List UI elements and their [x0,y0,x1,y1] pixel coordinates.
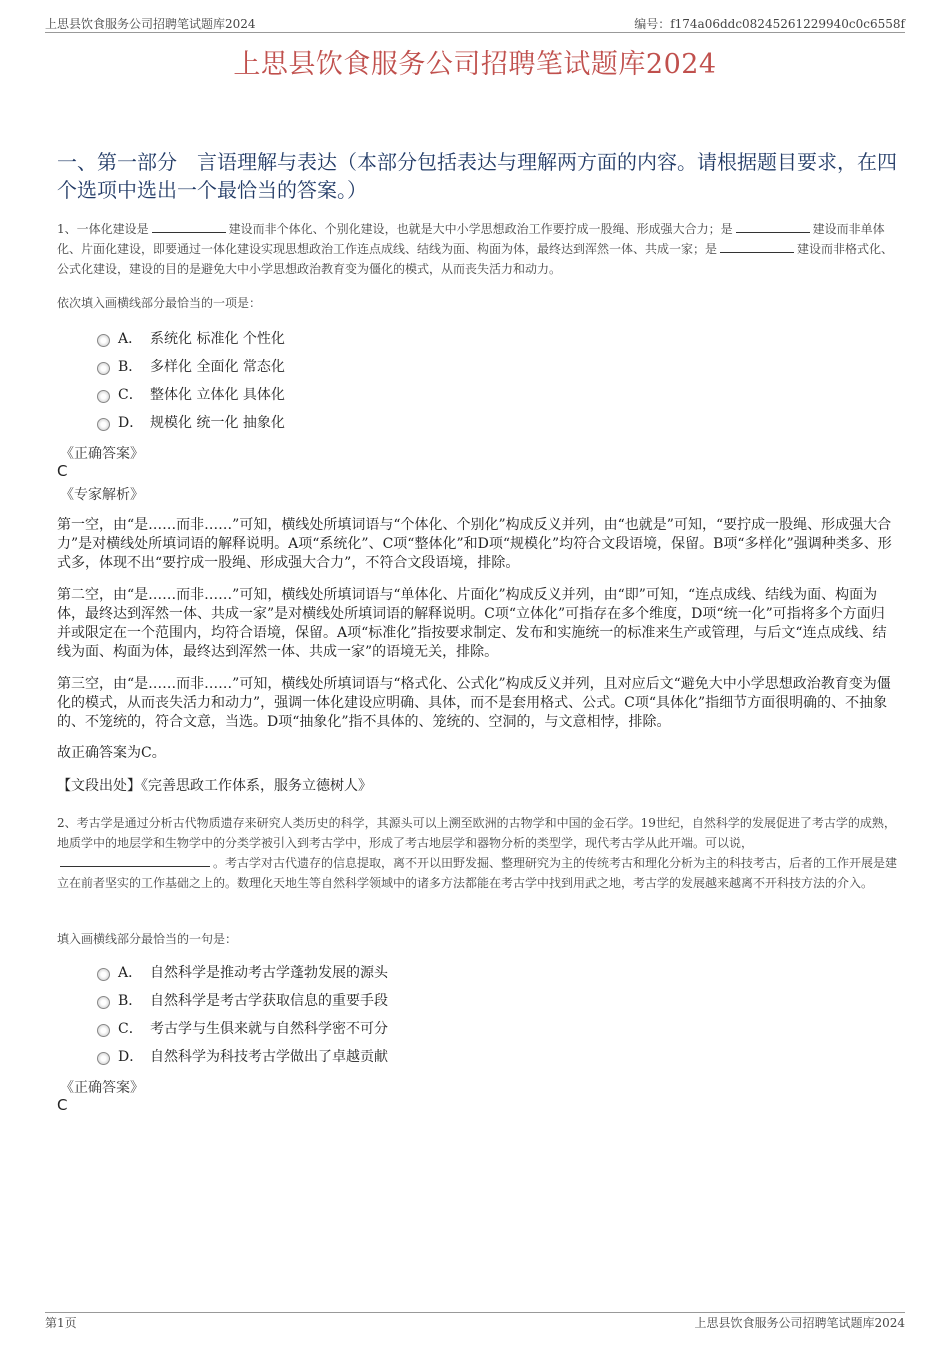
radio-icon[interactable] [97,334,110,347]
analysis-paragraph-2: 第二空，由“是……而非……”可知，横线处所填词语与“单体化、片面化”构成反义并列，由“即”可知，“连点成线、结线为面、构面为体，最终达到浑然一体、共成一家”是对横线处所填词语的解释说明。C项“立体化”可指存在多个维度，D项“统一化”可指将多个方面归并或限定在一个范围内，均符合语境，保留。A项“标准化”指按要求制定、发布和实施统一的标准来生产或管理，与后文“连点成线、结线为面、构面为体，最终达到浑然一体、共成一家”的语境无关，排除。 [57,587,887,660]
blank-line [720,240,794,253]
q1-prompt: 依次填入画横线部分最恰当的一项是： [57,296,262,310]
q1-answer: C [57,462,68,480]
q1-source: 【文段出处】《完善思政工作体系，服务立德树人》 [57,778,372,794]
q2-option-b[interactable]: B． 自然科学是考古学获取信息的重要手段 [97,989,388,1011]
q2-option-a[interactable]: A． 自然科学是推动考古学蓬勃发展的源头 [97,961,388,983]
radio-icon[interactable] [97,968,110,981]
page-footer [45,1312,905,1331]
blank-line [60,854,210,867]
analysis-conclusion: 故正确答案为C。 [57,745,166,761]
radio-icon[interactable] [97,996,110,1009]
page-title: 上思县饮食服务公司招聘笔试题库2024 [233,49,717,80]
radio-icon[interactable] [97,1052,110,1065]
q2-option-c[interactable]: C． 考古学与生俱来就与自然科学密不可分 [97,1017,388,1039]
radio-icon[interactable] [97,418,110,431]
q2-option-d[interactable]: D． 自然科学为科技考古学做出了卓越贡献 [97,1045,388,1067]
blank-line [152,220,226,233]
q1-option-b[interactable]: B． 多样化 全面化 常态化 [97,355,285,377]
q1-option-d[interactable]: D． 规模化 统一化 抽象化 [97,411,285,433]
radio-icon[interactable] [97,390,110,403]
header-left: 上思县饮食服务公司招聘笔试题库2024 [45,17,256,31]
q1-analysis-label: 《专家解析》 [60,487,144,503]
analysis-paragraph-1: 第一空，由“是……而非……”可知，横线处所填词语与“个体化、个别化”构成反义并列，由“也就是”可知，“要拧成一股绳、形成强大合力”是对横线处所填词语的解释说明。A项“系统化”、C项“整体化”和D项“规模化”均符合文段语境，保留。B项“多样化”强调种类多、形式多，体现不出“要拧成一股绳、形成强大合力”，不符合文段语境，排除。 [57,517,892,571]
q1-option-a[interactable]: A． 系统化 标准化 个性化 [97,327,285,349]
q1-answer-label: 《正确答案》 [60,446,144,462]
q2-prompt: 填入画横线部分最恰当的一句是： [57,932,238,946]
footer-title: 上思县饮食服务公司招聘笔试题库2024 [694,1316,905,1330]
blank-line [736,220,810,233]
radio-icon[interactable] [97,362,110,375]
q2-answer-label: 《正确答案》 [60,1080,144,1096]
q1-option-c[interactable]: C． 整体化 立体化 具体化 [97,383,285,405]
page-header [45,14,905,33]
q2-answer: C [57,1096,68,1114]
q1-stem: 1、一体化建设是 建设而非个体化、个别化建设，也就是大中小学思想政治工作要拧成一股绳、形成强大合力；是 建设而非单体化、片面化建设，即要通过一体化建设实现思想政治工作连点成线、结线为面、构面为体，最终达到浑然一体、共成一家；是 建设而非格式化、公式化建设，建设的目的是避免大中小学思想政治教育变为僵化的模式，从而丧失活力和动力。 [57,222,894,276]
analysis-paragraph-3: 第三空，由“是……而非……”可知，横线处所填词语与“格式化、公式化”构成反义并列，且对应后文“避免大中小学思想政治教育变为僵化的模式，从而丧失活力和动力”，强调一体化建设应明确、具体，而不是套用格式、公式。C项“具体化”指细节方面很明确的、不抽象的、不笼统的，符合文意，当选。D项“抽象化”指不具体的、笼统的、空洞的，与文意相悖，排除。 [57,676,891,730]
section-heading: 一、第一部分 言语理解与表达（本部分包括表达与理解两方面的内容。请根据题目要求，在四个选项中选出一个最恰当的答案。） [57,150,897,202]
page-number: 第1页 [45,1316,77,1330]
header-doc-id: 编号：f174a06ddc08245261229940c0c6558f [634,17,905,31]
radio-icon[interactable] [97,1024,110,1037]
q2-stem: 2、考古学是通过分析古代物质遗存来研究人类历史的科学，其源头可以上溯至欧洲的古物学和中国的金石学。19世纪，自然科学的发展促进了考古学的成熟，地质学中的地层学和生物学中的分类学被引入到考古学中，形成了考古地层学和器物分析的类型学，现代考古学从此开端。可以说，。考古学对古代遗存的信息提取，离不开以田野发掘、整理研究为主的传统考古和理化分析为主的科技考古，后者的工作开展是建立在前者坚实的工作基础之上的。数理化天地生等自然科学领域中的诸多方法都能在考古学中找到用武之地，考古学的发展越来越离不开科技方法的介入。 [57,816,898,890]
